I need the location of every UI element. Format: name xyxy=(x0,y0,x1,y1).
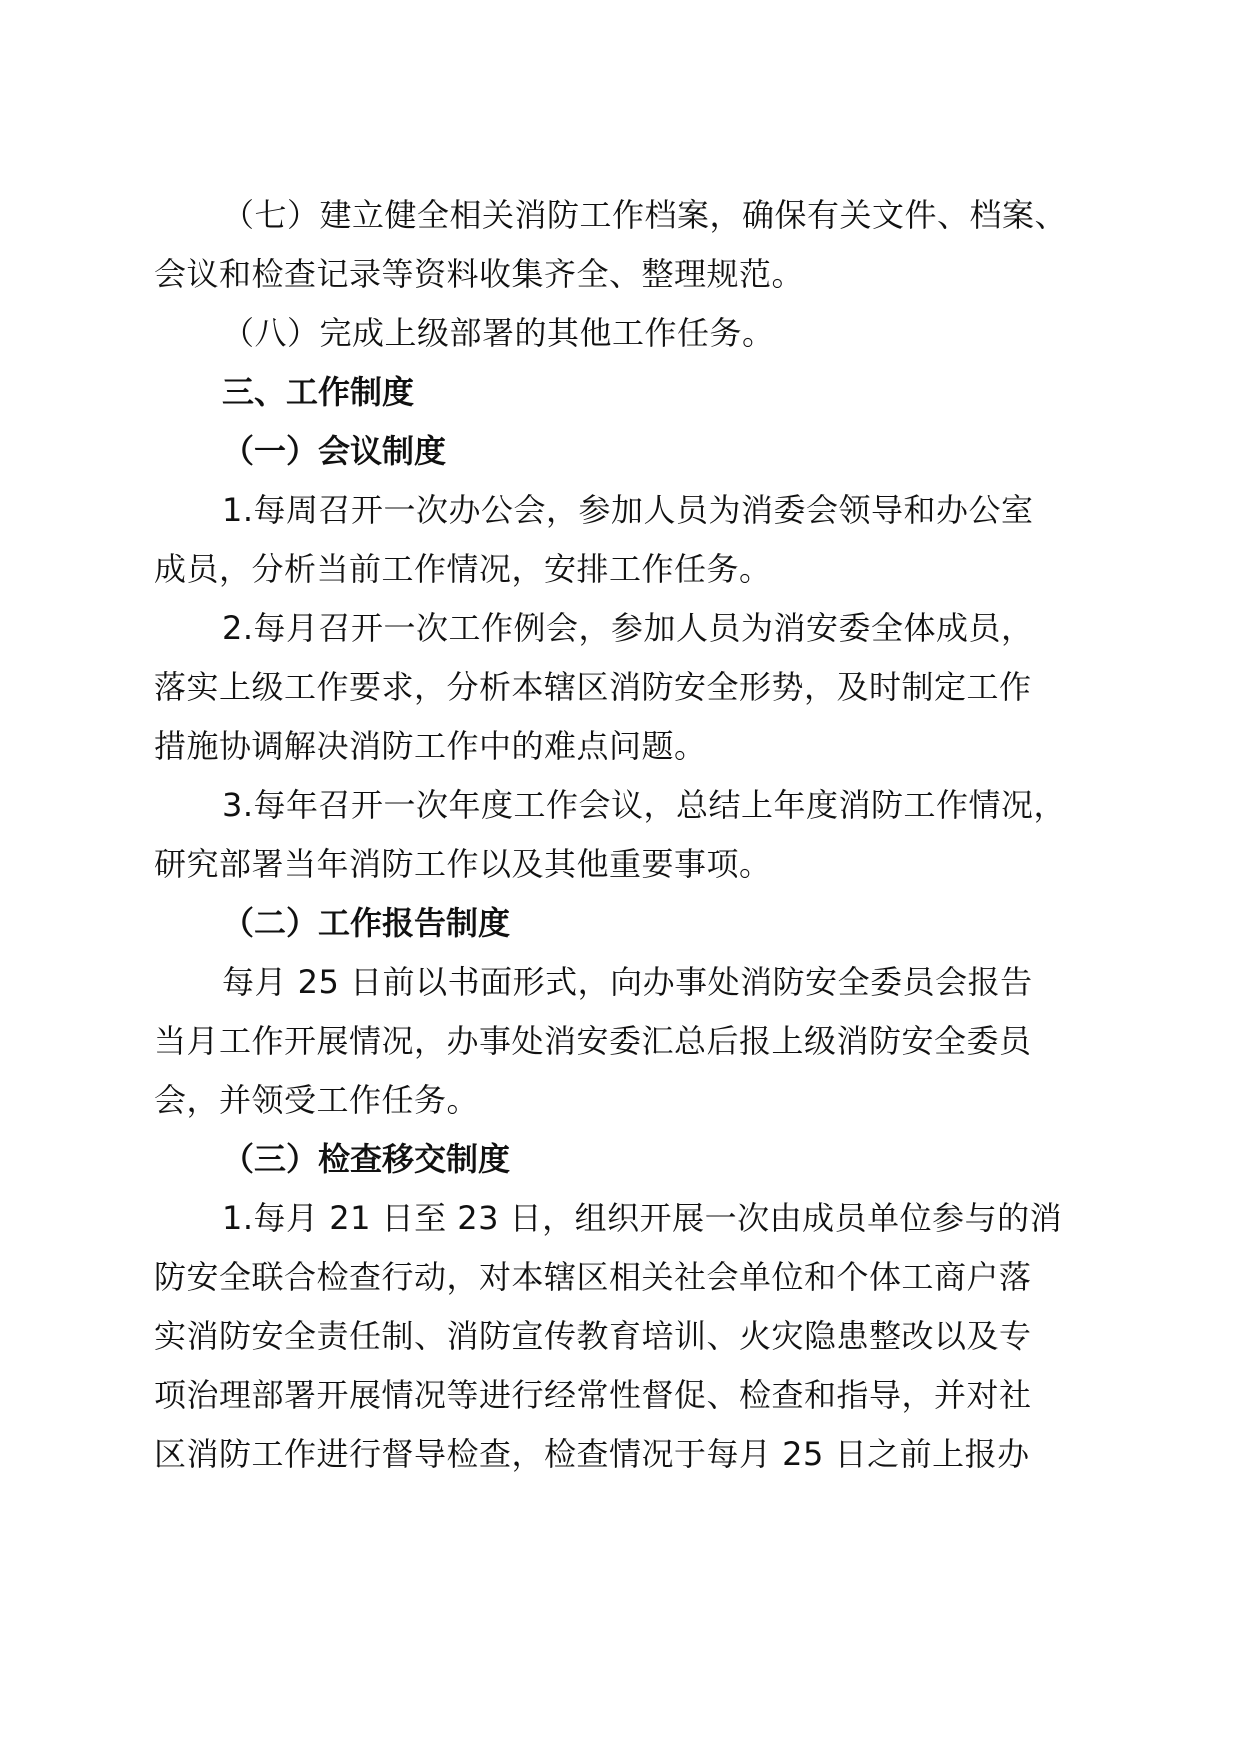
meeting-item-3-line-2: 研究部署当年消防工作以及其他重要事项。 xyxy=(154,845,772,883)
paragraph-7-line-1: （七）建立健全相关消防工作档案，确保有关文件、档案、 xyxy=(222,196,1068,234)
section-heading-work-system: 三、工作制度 xyxy=(222,373,415,411)
inspection-item-1-line-4: 项治理部署开展情况等进行经常性督促、检查和指导，并对社 xyxy=(154,1376,1032,1414)
inspection-item-1-line-3: 实消防安全责任制、消防宣传教育培训、火灾隐患整改以及专 xyxy=(154,1317,1032,1355)
report-paragraph-line-1: 每月 25 日前以书面形式，向办事处消防安全委员会报告 xyxy=(222,963,1033,1001)
meeting-item-1-line-2: 成员，分析当前工作情况，安排工作任务。 xyxy=(154,550,772,588)
meeting-item-3-line-1: 3.每年召开一次年度工作会议，总结上年度消防工作情况， xyxy=(222,786,1067,824)
subheading-meeting-system: （一）会议制度 xyxy=(222,432,447,470)
report-paragraph-line-2: 当月工作开展情况，办事处消安委汇总后报上级消防安全委员 xyxy=(154,1022,1032,1060)
meeting-item-2-line-3: 措施协调解决消防工作中的难点问题。 xyxy=(154,727,707,765)
document-body xyxy=(154,186,1094,1484)
inspection-item-1-line-1: 1.每月 21 日至 23 日，组织开展一次由成员单位参与的消 xyxy=(222,1199,1063,1237)
paragraph-8-line-1: （八）完成上级部署的其他工作任务。 xyxy=(222,314,775,352)
subheading-inspection-system: （三）检查移交制度 xyxy=(222,1140,511,1178)
report-paragraph-line-3: 会，并领受工作任务。 xyxy=(154,1081,480,1119)
meeting-item-2-line-2: 落实上级工作要求，分析本辖区消防安全形势，及时制定工作 xyxy=(154,668,1032,706)
meeting-item-2-line-1: 2.每月召开一次工作例会，参加人员为消安委全体成员， xyxy=(222,609,1034,647)
subheading-report-system: （二）工作报告制度 xyxy=(222,904,511,942)
inspection-item-1-line-5: 区消防工作进行督导检查，检查情况于每月 25 日之前上报办 xyxy=(154,1435,1030,1473)
inspection-item-1-line-2: 防安全联合检查行动，对本辖区相关社会单位和个体工商户落 xyxy=(154,1258,1032,1296)
paragraph-7-line-2: 会议和检查记录等资料收集齐全、整理规范。 xyxy=(154,255,805,293)
meeting-item-1-line-1: 1.每周召开一次办公会，参加人员为消委会领导和办公室 xyxy=(222,491,1034,529)
